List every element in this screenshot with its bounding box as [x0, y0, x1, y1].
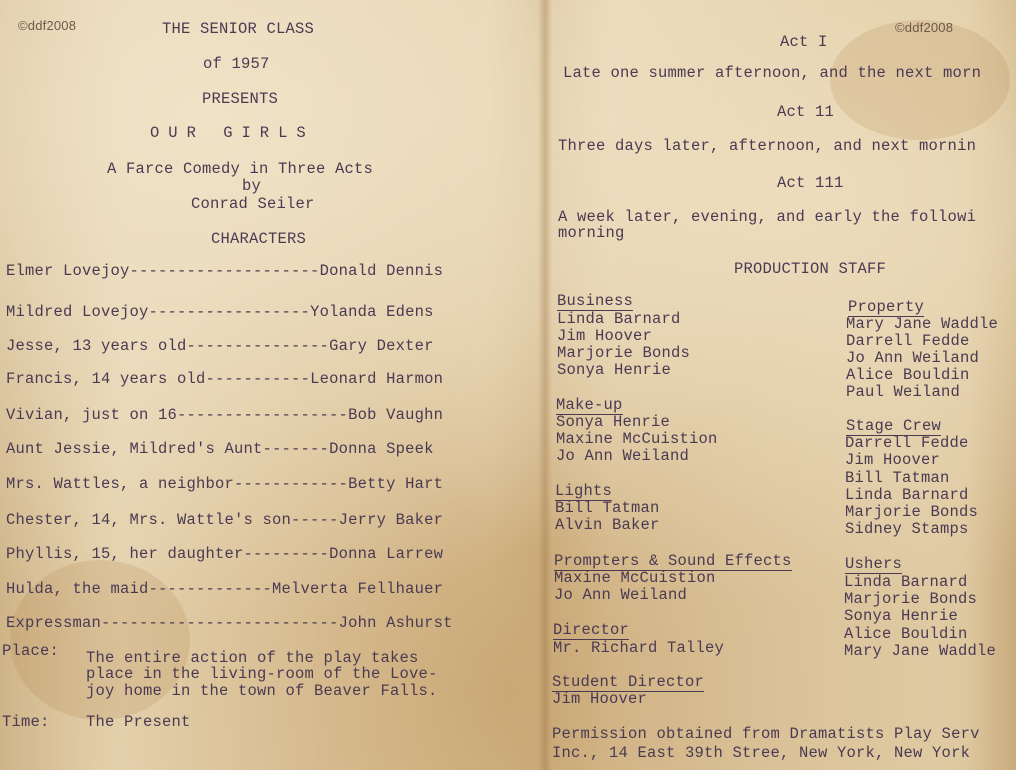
act1-text: Late one summer afternoon, and the next morn [563, 64, 982, 82]
by-line: by [242, 177, 262, 195]
cast-role: Vivian, just on 16------------------ [6, 406, 349, 424]
cast-actor: Yolanda Edens [310, 303, 434, 321]
place-label: Place: [2, 642, 60, 660]
staff-group-title: Lights [555, 482, 613, 500]
staff-name: Mr. Richard Talley [553, 639, 725, 657]
cast-row [6, 580, 443, 598]
staff-name: Marjorie Bonds [845, 503, 979, 521]
staff-group-title: Stage Crew [846, 417, 942, 435]
staff-name: Linda Barnard [845, 486, 969, 504]
staff-name: Alvin Baker [555, 516, 660, 534]
production-staff-heading: PRODUCTION STAFF [734, 260, 887, 278]
staff-name: Linda Barnard [844, 573, 968, 591]
staff-name: Jim Hoover [552, 690, 648, 708]
permission-line: Inc., 14 East 39th Stree, New York, New York [552, 744, 971, 762]
cast-role: Phyllis, 15, her daughter--------- [6, 545, 330, 563]
staff-name: Sonya Henrie [844, 607, 959, 625]
act3-text: A week later, evening, and early the followi [558, 208, 977, 226]
staff-name: Jim Hoover [557, 327, 653, 345]
staff-name: Sidney Stamps [845, 520, 969, 538]
cast-role: Hulda, the maid------------- [6, 580, 273, 598]
time-label: Time: [2, 713, 50, 731]
act1-heading: Act I [780, 33, 828, 51]
characters-heading: CHARACTERS [211, 230, 307, 248]
cast-row [6, 406, 443, 424]
cast-row [6, 475, 443, 493]
staff-group-title: Business [557, 292, 634, 310]
staff-name: Marjorie Bonds [557, 344, 691, 362]
staff-name: Sonya Henrie [556, 413, 671, 431]
play-title: OUR GIRLS [150, 124, 315, 142]
cast-actor: Gary Dexter [329, 337, 434, 355]
staff-name: Alice Bouldin [846, 366, 970, 384]
cast-actor: Melverta Fellhauer [272, 580, 444, 598]
staff-name: Linda Barnard [557, 310, 681, 328]
staff-name: Jo Ann Weiland [846, 349, 980, 367]
cast-row [6, 370, 443, 388]
staff-name: Jo Ann Weiland [554, 586, 688, 604]
watermark-right: ©ddf2008 [895, 20, 954, 35]
staff-name: Mary Jane Waddle [844, 642, 997, 660]
staff-name: Bill Tatman [555, 499, 660, 517]
class-line: THE SENIOR CLASS [162, 20, 315, 38]
staff-name: Maxine McCuistion [556, 430, 718, 448]
act2-heading: Act 11 [777, 103, 835, 121]
act3-heading: Act 111 [777, 174, 844, 192]
staff-name: Maxine McCuistion [554, 569, 716, 587]
staff-name: Darrell Fedde [845, 434, 969, 452]
cast-role: Francis, 14 years old----------- [6, 370, 311, 388]
cast-row [6, 262, 443, 280]
time-value: The Present [86, 713, 191, 731]
staff-name: Sonya Henrie [557, 361, 672, 379]
cast-role: Chester, 14, Mrs. Wattle's son----- [6, 511, 339, 529]
staff-name: Paul Weiland [846, 383, 961, 401]
staff-name: Marjorie Bonds [844, 590, 978, 608]
staff-group-title: Student Director [552, 673, 705, 691]
watermark-left: ©ddf2008 [18, 18, 77, 33]
author-line: Conrad Seiler [191, 195, 315, 213]
staff-group-title: Property [848, 298, 925, 316]
cast-role: Aunt Jessie, Mildred's Aunt------- [6, 440, 330, 458]
staff-name: Jim Hoover [845, 451, 941, 469]
presents-line: PRESENTS [202, 90, 279, 108]
cast-role: Jesse, 13 years old--------------- [6, 337, 330, 355]
center-fold [538, 0, 552, 770]
cast-role: Elmer Lovejoy-------------------- [6, 262, 320, 280]
cast-role: Expressman------------------------- [6, 614, 339, 632]
staff-name: Darrell Fedde [846, 332, 970, 350]
staff-group-title: Make-up [556, 396, 623, 414]
cast-role: Mildred Lovejoy----------------- [6, 303, 311, 321]
place-text: place in the living-room of the Love- [86, 665, 438, 683]
place-text: joy home in the town of Beaver Falls. [86, 682, 438, 700]
cast-role: Mrs. Wattles, a neighbor------------ [6, 475, 349, 493]
cast-row [6, 545, 443, 563]
cast-actor: Donald Dennis [319, 262, 444, 280]
cast-actor: Donna Larrew [329, 545, 444, 563]
act3-text: morning [558, 224, 625, 242]
staff-name: Mary Jane Waddle [846, 315, 999, 333]
cast-actor: Bob Vaughn [348, 406, 444, 424]
cast-row [6, 337, 434, 355]
staff-name: Alice Bouldin [844, 625, 968, 643]
place-text: The entire action of the play takes [86, 649, 419, 667]
cast-actor: Betty Hart [348, 475, 444, 493]
staff-name: Bill Tatman [845, 469, 950, 487]
staff-name: Jo Ann Weiland [556, 447, 690, 465]
cast-row [6, 511, 443, 529]
act2-text: Three days later, afternoon, and next mornin [558, 137, 977, 155]
staff-group-title: Director [553, 621, 630, 639]
cast-row [6, 303, 434, 321]
cast-actor: John Ashurst [338, 614, 453, 632]
staff-group-title: Prompters & Sound Effects [554, 552, 792, 570]
cast-actor: Leonard Harmon [310, 370, 444, 388]
cast-actor: Jerry Baker [338, 511, 444, 529]
permission-line: Permission obtained from Dramatists Play Serv [552, 725, 980, 743]
cast-actor: Donna Speek [329, 440, 434, 458]
staff-group-title: Ushers [845, 555, 903, 573]
cast-row [6, 440, 434, 458]
play-subtitle: A Farce Comedy in Three Acts [107, 160, 374, 178]
year-line: of 1957 [203, 55, 270, 73]
cast-row [6, 614, 453, 632]
